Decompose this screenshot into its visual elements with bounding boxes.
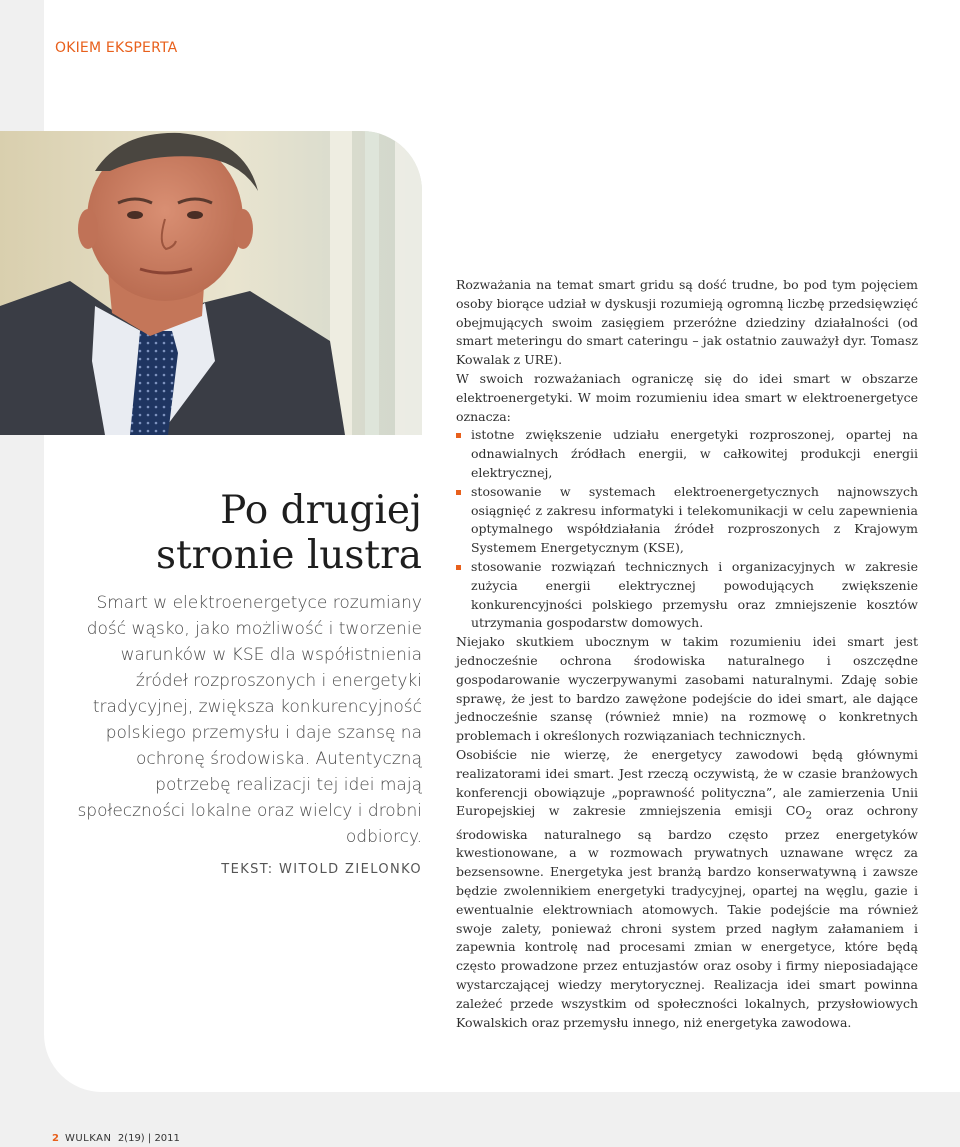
author-photo	[0, 131, 422, 435]
subscript: 2	[805, 809, 813, 822]
body-text: oraz ochrony środowiska naturalnego są bardzo często przez energetyków kwestionowane, a w rozmowach prywatnych uznawane wręcz za bezsensowne. Energetyka jest branżą bardzo konserwatywną i zawsze będzie zwolennikiem energetyki tradycyjnej, opartej na węglu, gazie i ewentualnie elektrowniach atomowych. Takie podejście ma również swoje zalety, ponieważ chroni system przed nagłym załamaniem i zapewnia kontrolę nad procesami zmian w energetyce, które będą często prowadzone przez entuzjastów oraz osoby i firmy nieposiadające wystarczającej wiedzy merytorycznej. Realizacja idei smart powinna zależeć przede wszystkim od społeczności lokalnych, przysłowiowych Kowalskich oraz przemysłu innego, niż energetyka zawodowa.	[456, 803, 918, 1030]
body-paragraph	[456, 746, 918, 1032]
issue-number: 2(19)	[117, 1133, 145, 1144]
magazine-name: WULKAN	[64, 1133, 112, 1144]
body-paragraph: Rozważania na temat smart gridu są dość trudne, bo pod tym pojęciem osoby biorące udział w dyskusji rozumieją ogromną liczbę przedsięwzięć obejmujących swoim zasięgiem przeróżne dziedziny działalności (od smart meteringu do smart cateringu – jak ostatnio zauważył dyr. Tomasz Kowalak z URE).	[456, 277, 918, 368]
list-item: stosowanie w systemach elektroenergetycznych najnowszych osiągnięć z zakresu informatyki i telekomunikacji w celu zapewnienia optymalnego współdziałania źródeł rozproszonych z Krajowym Systemem Energetycznym (KSE),	[456, 483, 918, 558]
headline-line-2: stronie lustra	[155, 533, 422, 578]
page-number: 2	[52, 1133, 59, 1144]
headline-line-1: Po drugiej	[220, 488, 422, 533]
bullet-list	[456, 426, 918, 633]
body-paragraph: Niejako skutkiem ubocznym w takim rozumieniu idei smart jest jednocześnie ochrona środowiska naturalnego i oszczędne gospodarowanie wyczerpywanymi zasobami naturalnymi. Zdaję sobie sprawę, że jest to bardzo zawężone podejście do idei smart, ale dające jednocześnie szansę (również mnie) na rozmowę o konkretnych problemach i określonych rozwiązaniach technicznych.	[456, 634, 918, 744]
issue-year: 2011	[154, 1133, 180, 1144]
body-text: Osobiście nie wierzę, że energetycy zawodowi będą głównymi realizatorami idei smart. Jest rzeczą oczywistą, że w czasie branżowych konferencji obowiązuje „poprawność polityczna”, ale zamierzenia Unii Europejskiej w zakresie zmniejszenia emisji CO	[456, 746, 918, 819]
section-label: OKIEM EKSPERTA	[55, 40, 178, 56]
body-paragraph: W swoich rozważaniach ograniczę się do idei smart w obszarze elektroenergetyki. W moim rozumieniu idea smart w elektroenergetyce oznacza:	[456, 370, 918, 424]
article-headline	[62, 488, 422, 578]
article-lead: Smart w elektroenergetyce rozumiany dość wąsko, jako możliwość i tworzenie warunków w KSE dla współistnienia źródeł rozproszonych i energetyki tradycyjnej, zwiększa konkurencyjność polskiego przemysłu i daje szansę na ochronę środowiska. Autentyczną potrzebę realizacji tej idei mają społeczności lokalne oraz wielcy i drobni odbiorcy.	[77, 593, 422, 847]
page-footer: 2 WULKAN 2(19) | 2011	[52, 1133, 180, 1144]
list-item: stosowanie rozwiązań technicznych i organizacyjnych w zakresie zużycia energii elektrycznej powodujących zwiększenie konkurencyjności polskiego przemysłu oraz zmniejszenie kosztów utrzymania gospodarstw domowych.	[456, 558, 918, 633]
article-body	[456, 276, 918, 1032]
author-byline: TEKST: WITOLD ZIELONKO	[221, 862, 422, 877]
list-item: istotne zwiększenie udziału energetyki rozproszonej, opartej na odnawialnych źródłach energii, w całkowitej produkcji energii elektrycznej,	[456, 426, 918, 482]
